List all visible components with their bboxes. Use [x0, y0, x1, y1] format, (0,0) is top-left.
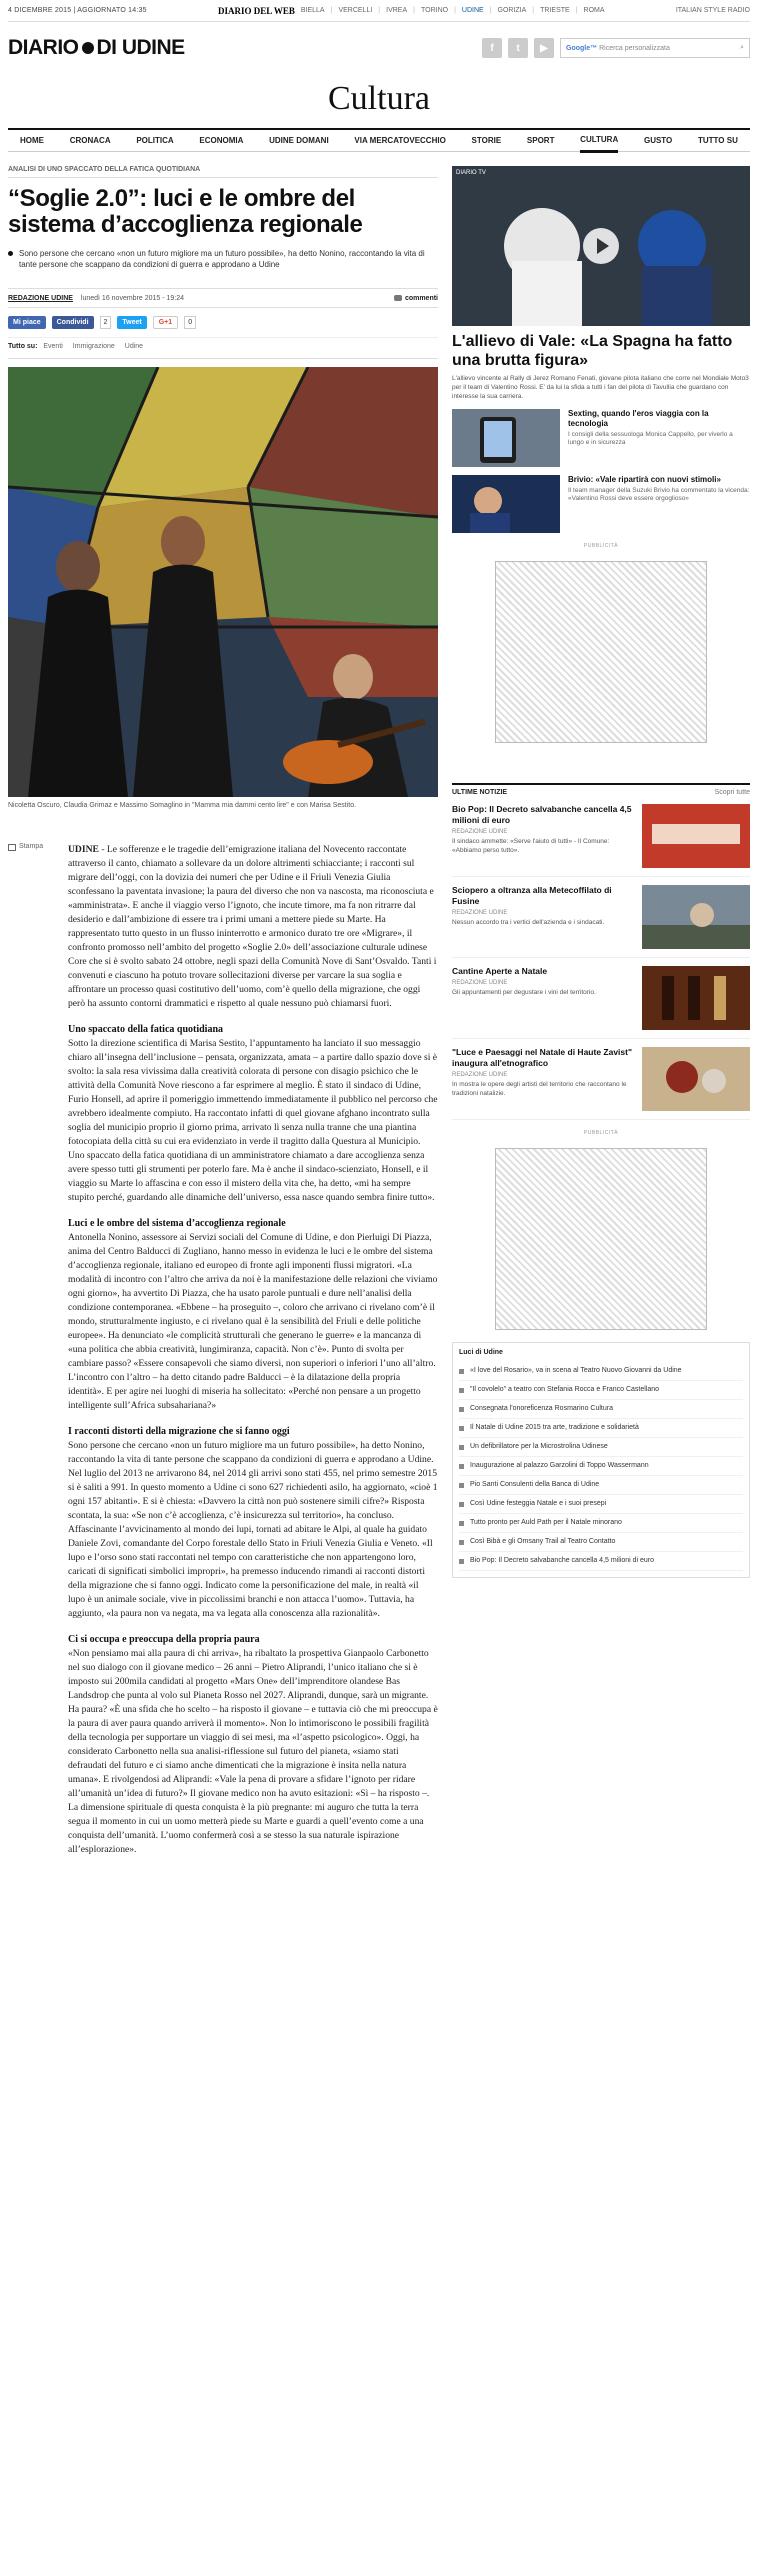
- news-byline: REDAZIONE UDINE: [452, 910, 508, 916]
- related-text: Inaugurazione al palazzo Garzolini di Toppo Wassermann: [470, 1462, 649, 1469]
- square-bullet-icon: [459, 1464, 464, 1469]
- related-item[interactable]: [459, 1400, 743, 1419]
- square-bullet-icon: [459, 1483, 464, 1488]
- print-icon[interactable]: [8, 844, 16, 851]
- subheading: Ci si occupa e preoccupa della propria paura: [68, 1634, 260, 1645]
- share-count: 2: [100, 316, 112, 329]
- latest-header: [452, 783, 750, 796]
- search-brand: Google™: [566, 44, 598, 52]
- gplus-button[interactable]: G+1: [153, 316, 178, 329]
- ad-label: PUBBLICITÀ: [583, 543, 619, 549]
- related-text: Tutto pronto per Auld Path per il Natale minorano: [470, 1519, 622, 1526]
- search-icon[interactable]: ⌕: [740, 44, 744, 51]
- stage-photo-illustration: [8, 367, 438, 797]
- square-bullet-icon: [459, 1502, 464, 1507]
- featured-title[interactable]: L'allievo di Vale: «La Spagna ha fatto una brutta figura»: [452, 333, 733, 369]
- square-bullet-icon: [459, 1540, 464, 1545]
- nav-item-home[interactable]: HOME: [20, 136, 44, 145]
- news-item[interactable]: [452, 796, 750, 877]
- like-button[interactable]: Mi piace: [8, 316, 46, 329]
- related-text: Bio Pop: Il Decreto salvabanche cancella 4,5 milioni di euro: [470, 1557, 655, 1564]
- youtube-icon[interactable]: ▶: [534, 38, 554, 58]
- related-item[interactable]: [459, 1381, 743, 1400]
- nav-item-via-mercatovecchio[interactable]: VIA MERCATOVECCHIO: [354, 136, 446, 145]
- logo-left: DIARIO: [8, 36, 79, 59]
- mini-thumb: [452, 475, 560, 533]
- news-text: Nessun accordo tra i vertici dell'azienda e i sindacati.: [452, 919, 605, 926]
- square-bullet-icon: [459, 1559, 464, 1564]
- related-list-title: Luci di Udine: [459, 1349, 503, 1356]
- article-body: [68, 843, 438, 1869]
- nav-item-gusto[interactable]: GUSTO: [643, 136, 673, 145]
- photo-caption: Nicoletta Oscuro, Claudia Grimaz e Massimo Somaglino in "Mamma mia dammi cento lire" e con Marisa Sestito.: [8, 802, 357, 809]
- related-item[interactable]: [459, 1362, 743, 1381]
- square-bullet-icon: [459, 1445, 464, 1450]
- related-item[interactable]: [459, 1533, 743, 1552]
- facebook-icon[interactable]: f: [482, 38, 502, 58]
- related-item[interactable]: [459, 1495, 743, 1514]
- sidebar: [452, 166, 750, 1869]
- tags-row: [8, 338, 438, 359]
- ad-slot[interactable]: [495, 561, 707, 743]
- related-text: Pio Santi Consulenti della Banca di Udine: [470, 1481, 600, 1488]
- city-link[interactable]: GORIZIA: [497, 7, 527, 14]
- article-photo: [8, 367, 438, 797]
- related-item[interactable]: [459, 1419, 743, 1438]
- tag-link[interactable]: Udine: [124, 343, 144, 350]
- nav-item-tutto-su[interactable]: TUTTO SU: [698, 136, 738, 145]
- section-title: Cultura: [328, 80, 430, 117]
- news-byline: REDAZIONE UDINE: [452, 1072, 508, 1078]
- news-byline: REDAZIONE UDINE: [452, 980, 508, 986]
- related-text: Consegnata l'onoreficenza Rosmarino Cultura: [470, 1405, 613, 1412]
- news-item[interactable]: [452, 1039, 750, 1120]
- news-thumb: [642, 966, 750, 1030]
- video-label: DIARIO TV: [456, 170, 486, 176]
- paragraph: «Non pensiamo mai alla paura di chi arriva», ha ribaltato la prospettiva Gianpaolo Carbonetto nel suo dialogo con il giovane medico – 26 anni – Pietro Aliprandi, l’unico italiano che si è imposto sui 200mila candidati al progetto «Mars One» dell’imprenditore olandese Bas Landsdrop che punta al volo sul Pianeta Rosso nel 2027. Aliprandi, dunque, sarà un migrante. Ha paura? «È una sfida che ho scelto – ha risposto il giovane – e tuttavia ciò che mi preoccupa è la paura di aver paura quando arriverà il momento». Non lo intimoriscono le possibili fragilità della tecnologia per supportare un viaggio di sei mesi, ma «l’aspetto psicologico». Oggi, ha considerato Carbonetto nella sua analisi-riflessione sul futuro del pianeta, «siamo stati defraudati del futuro e ci siamo anche dimenticati che la migrazione è insita nella natura umana». E rivolgendosi ad Aliprandi: «Vale la pena di provare a sfidare l’ignoto per ridare all’umanità un’idea di futuro?» Il giovane medico non ha avuto esitazioni: «Sì – ha risposto –. La dimensione spirituale di questa conquista è la più pregnante: mi auguro che tutta la terra segua il momento in cui un uomo metterà piede su Marte e guardi a quell’evento come a una conquista dell’umanità. L’uomo confermerà così a se stesso la sua naturale ispirazione all’esplorazione».: [68, 1648, 438, 1855]
- nav-item-politica[interactable]: POLITICA: [136, 136, 174, 145]
- article-column: [8, 166, 438, 1869]
- paragraph: Sono persone che cercano «non un futuro migliore ma un futuro possibile», ha detto Nonino, raccontando la vita di tante persone che scappano da condizioni di guerra e approdano a Udine. Nel luglio del 2013 ne arrivarono 84, nel 2014 gli arrivi sono stati 455, nel primo semestre 2015 si è saliti a 991. In questo momento a Udine ci sono 627 richiedenti asilo, ha aggiornato, «cioè 1 ogni 157 abitanti». E si è chiesta: «Davvero la città non può sostenere simili cifre?» Risposta scontata, la sua: «Se non c’è accoglienza, c’è insicurezza sul territorio», ha concluso. Affascinante l’avvicinamento al mondo dei lupi, tornati ad abitare le Alpi, al quale ha guidato Daniele Zovi, comandante del Corpo forestale dello Stato in Friuli Venezia Giulia e Veneto. «Il lupo e l’orso sono stati raccontati nel tempo con caratteristiche che non appartengono loro, caricati di significati simbolici impropri», ha premesso inducendo rimandi ai racconti distorti della migrazione che si fanno oggi. Indicato come la personificazione del male, in realtà «il lupo è un animale sociale, vive in piccolissimi branchi e non attacca l’uomo». Tuttavia, ha aggiunto, «la paura non va negata, ma va legata alla conoscenza alla razionalità».: [68, 1440, 438, 1619]
- news-thumb: [642, 804, 750, 868]
- related-list: [452, 1342, 750, 1578]
- author-link[interactable]: REDAZIONE UDINE: [8, 294, 73, 302]
- tag-link[interactable]: Eventi: [43, 343, 63, 350]
- city-link[interactable]: TORINO: [420, 7, 449, 14]
- related-text: Il Natale di Udine 2015 tra arte, tradizione e solidarietà: [470, 1424, 639, 1431]
- mini-thumb: [452, 409, 560, 467]
- search-placeholder: Ricerca personalizzata: [599, 44, 670, 52]
- nav-item-sport[interactable]: SPORT: [526, 136, 555, 145]
- main-nav: [8, 128, 750, 152]
- related-text: Un defibrillatore per la Microstrolina Udinese: [470, 1443, 608, 1450]
- network-cities: DIARIO DEL WEB BIELLA | VERCELLI | IVREA | TORINO | UDINE | GORIZIA | TRIESTE | ROMA: [218, 5, 605, 16]
- dateline: UDINE: [68, 844, 99, 855]
- related-text: "Il covolelo" a teatro con Stefania Rocca e Franco Castellano: [470, 1386, 660, 1393]
- city-link[interactable]: IVREA: [386, 7, 408, 14]
- latest-title: ULTIME NOTIZIE: [452, 789, 508, 796]
- article-kicker: ANALISI DI UNO SPACCATO DELLA FATICA QUOTIDIANA: [8, 166, 438, 178]
- network-brand[interactable]: DIARIO DEL WEB: [218, 5, 295, 16]
- comments-link[interactable]: [394, 295, 438, 302]
- site-logo[interactable]: [8, 36, 185, 60]
- date-stamp: 4 DICEMBRE 2015 | AGGIORNATO 14:35: [8, 7, 147, 14]
- summary-text: Sono persone che cercano «non un futuro migliore ma un futuro possibile», ha detto Nonino, raccontando la vita di tante persone che scappano da condizioni di guerra e approdano a Udine: [19, 249, 425, 269]
- twitter-icon[interactable]: t: [508, 38, 528, 58]
- share-button[interactable]: Condividi: [52, 316, 94, 329]
- news-byline: REDAZIONE UDINE: [452, 829, 508, 835]
- news-thumb: [642, 1047, 750, 1111]
- article-meta: [8, 288, 438, 308]
- paragraph: [68, 843, 438, 1011]
- square-bullet-icon: [459, 1407, 464, 1412]
- news-title: Bio Pop: Il Decreto salvabanche cancella 4,5 milioni di euro: [452, 804, 632, 825]
- mini-story[interactable]: [452, 409, 750, 467]
- city-link[interactable]: BIELLA: [300, 7, 325, 14]
- square-bullet-icon: [459, 1521, 464, 1526]
- paragraph: Sotto la direzione scientifica di Marisa Sestito, l’appuntamento ha lanciato il suo messaggio chiaro all’insegna dell’inclusione – pensata, organizzata, amata – a partire dallo spazio dove si è svolto: la sala resa vivissima dalla creatività colorata di persone con disagio psichico che le attività della Comunità Nove riescono a far esprimere al meglio. È stato il sindaco di Udine, Furio Honsell, ad aprire il pomeriggio immettendo immediatamente il pubblico nel percorso che avrebbero idealmente compiuto. Ha raccontato infatti di quel giovane afghano incontrato sulla soglia del municipio proprio il giorno prima, arrivato lì senza nulla tranne che una piantina fotocopiata della città su cui era evidenziato in verde il tragitto dalla Questura al Municipio. Uno spaccato della fatica quotidiana di un amministratore chiamato a dare accoglienza senza avere spesso tutti gli strumenti per poterlo fare. Ma è anche il sindaco-scienziato, Honsell, e il viaggio su Marte lo affascina e con esso il mistero della vita che, ha detto, «mi ha sempre stupito perché, guardando alle dinamiche dell’universo, essa nasce quando sembra finire tutto».: [68, 1038, 438, 1203]
- city-link-active[interactable]: UDINE: [461, 7, 484, 14]
- related-item[interactable]: [459, 1476, 743, 1495]
- square-bullet-icon: [459, 1369, 464, 1374]
- mini-text: I consigli della sessuologa Monica Cappello, per viverlo a lungo e in sicurezza: [568, 431, 733, 446]
- print-link[interactable]: Stampa: [19, 843, 44, 850]
- latest-more-link[interactable]: Scopri tutte: [714, 789, 750, 796]
- news-thumb: [642, 885, 750, 949]
- city-link[interactable]: ROMA: [583, 7, 605, 14]
- share-bar: [8, 308, 438, 338]
- bullet-icon: [8, 251, 13, 256]
- nav-item-economia[interactable]: ECONOMIA: [199, 136, 244, 145]
- comments-label: commenti: [404, 294, 438, 302]
- article-title: “Soglie 2.0”: luci e le ombre del sistema d’accoglienza regionale: [8, 185, 363, 238]
- subheading: Uno spaccato della fatica quotidiana: [68, 1024, 224, 1035]
- city-link[interactable]: TRIESTE: [540, 7, 570, 14]
- related-text: Così Udine festeggia Natale e i suoi presepi: [470, 1500, 607, 1507]
- related-item[interactable]: [459, 1457, 743, 1476]
- city-link[interactable]: VERCELLI: [338, 7, 373, 14]
- subheading: I racconti distorti della migrazione che si fanno oggi: [68, 1426, 290, 1437]
- news-text: Il sindaco ammette: «Serve l'aiuto di tutti» - Il Comune: «Abbiamo perso tutto».: [452, 838, 610, 854]
- subheading: Luci e le ombre del sistema d’accoglienza regionale: [68, 1218, 286, 1229]
- article-summary: [8, 248, 438, 270]
- mini-title: Brivio: «Vale ripartirà con nuovi stimoli»: [568, 475, 721, 484]
- radio-link[interactable]: ITALIAN STYLE RADIO: [675, 7, 750, 14]
- mini-story[interactable]: [452, 475, 750, 533]
- article-tools: [8, 843, 58, 1869]
- square-bullet-icon: [459, 1388, 464, 1393]
- related-item[interactable]: [459, 1514, 743, 1533]
- header-tools: [482, 38, 750, 58]
- search-input[interactable]: [560, 38, 750, 58]
- ad-label: PUBBLICITÀ: [583, 1130, 619, 1136]
- tweet-button[interactable]: Tweet: [117, 316, 146, 329]
- related-item[interactable]: [459, 1438, 743, 1457]
- mini-text: Il team manager della Suzuki Brivio ha commentato la vicenda: «Valentino Rossi deve essere orgoglioso»: [568, 487, 750, 502]
- square-bullet-icon: [459, 1426, 464, 1431]
- video-player[interactable]: [452, 166, 750, 326]
- gplus-count: 0: [184, 316, 196, 329]
- paragraph: Antonella Nonino, assessore ai Servizi sociali del Comune di Udine, e don Pierluigi Di Piazza, anima del Centro Balducci di Zugliano, hanno messo in evidenza le luci e le ombre del sistema d’accoglienza regionale, italiano ed europeo di fronte agli imponenti flussi migratori. «La modalità di incontro con l’altro che arriva da noi è la manifestazione delle relazioni che viviamo ogni giorno», ha avvertito Di Piazza, che ha usato parole puntuali e dure nell’analisi della condizione contemporanea. «Ebbene – ha proseguito –, coloro che arrivano ci rivelano com’è il mondo, strutturalmente ingiusto, e ci rivelano qual è la sensibilità del Friuli e delle politiche europee». Ha denunciato «le complicità strutturali che generano le guerre» e la mancanza di «una politica che abbia creatività, lungimiranza, capacità. Non c’è». Punto di svolta per cambiare passo? «Essere consapevoli che siamo diversi, non superiori o inferiori l’uno all’altro. L’incontro con l’altro – ha detto citando padre Balducci – è la dilatazione della propria identità». E per agire nei luoghi di miseria ha sollecitato: «Perché non pensare a un progetto intelligente sull’Africa subsahariana?»: [68, 1232, 438, 1411]
- logo-right: DI UDINE: [96, 36, 185, 59]
- news-title: "Luce e Paesaggi nel Natale di Haute Zavist" inaugura all'etnografico: [452, 1047, 633, 1068]
- featured-text: L'allievo vincente al Rally di Jerez Romano Fenati, giovane pilota italiano che corre nel Mondiale Moto3 per il team di Valentino Rossi. E' da lui la sfida a tutti i fan del pilota di Tavullia che guardano con interesse la sua carriera.: [452, 375, 749, 400]
- tag-link[interactable]: Immigrazione: [72, 343, 115, 350]
- comment-icon: [394, 295, 402, 301]
- news-title: Sciopero a oltranza alla Metecoffilato di Fusine: [452, 885, 612, 906]
- play-icon[interactable]: [583, 228, 619, 264]
- nav-item-storie[interactable]: STORIE: [471, 136, 502, 145]
- news-text: Gli appuntamenti per degustare i vini del territorio.: [452, 989, 596, 996]
- news-item[interactable]: [452, 877, 750, 958]
- site-header: [8, 22, 750, 74]
- related-item[interactable]: [459, 1552, 743, 1571]
- news-title: Cantine Aperte a Natale: [452, 966, 548, 976]
- paragraph-text: - Le sofferenze e le tragedie dell’emigrazione italiana del Novecento raccontate attraverso il canto, chiamato a sollevare da un dolore altrimenti schiacciante; i racconti sul migrare dell’oggi, con la dovizia dei numeri che per Udine e il Friuli Venezia Giulia sconfessano la paventata invasione; la paura del diverso che non va nascosta, ma riconosciuta e «amministrata». E anche il viaggio verso l’ignoto, che incute timore, ma fa non ritrarre dal desiderio e dall’ambizione di essere tra i primi umani a mettere piede su Marte. Ha rappresentato tutto questo in un flusso ininterrotto e armonico durato tre ore «Migrare», il confronto promosso nell’ambito del progetto «Soglie 2.0» dell’associazione culturale udinese Core che si è svolto sabato 24 ottobre, negli spazi della Comunità Nove di Sant’Osvaldo. Tanti i convenuti e ciascuno ha potuto trovare sollecitazioni diverse per varcare la sua soglia e affrontare un processo quasi costitutivo dell’uomo, com’è quello della migrazione, che oggi però ha assunto contorni drammatici e rispetto al quale nessuno può chiamarsi fuori.: [68, 844, 437, 1009]
- nav-item-cultura[interactable]: CULTURA: [580, 129, 618, 153]
- news-item[interactable]: [452, 958, 750, 1039]
- logo-dot-icon: [82, 42, 94, 54]
- nav-item-udine-domani[interactable]: UDINE DOMANI: [269, 136, 329, 145]
- related-text: «I love del Rosario», va in scena al Teatro Nuovo Giovanni da Udine: [470, 1367, 682, 1374]
- nav-item-cronaca[interactable]: CRONACA: [69, 136, 111, 145]
- news-text: In mostra le opere degli artisti del territorio che raccontano le tradizioni natalizie.: [452, 1081, 627, 1097]
- top-bar: [8, 0, 750, 22]
- ad-slot[interactable]: [495, 1148, 707, 1330]
- related-text: Così Bibà e gli Omsany Trail al Teatro Contatto: [470, 1538, 616, 1545]
- tags-label: Tutto su:: [8, 343, 38, 350]
- publish-time: lunedì 16 novembre 2015 - 19:24: [80, 294, 185, 302]
- mini-title: Sexting, quando l'eros viaggia con la tecnologia: [568, 409, 709, 428]
